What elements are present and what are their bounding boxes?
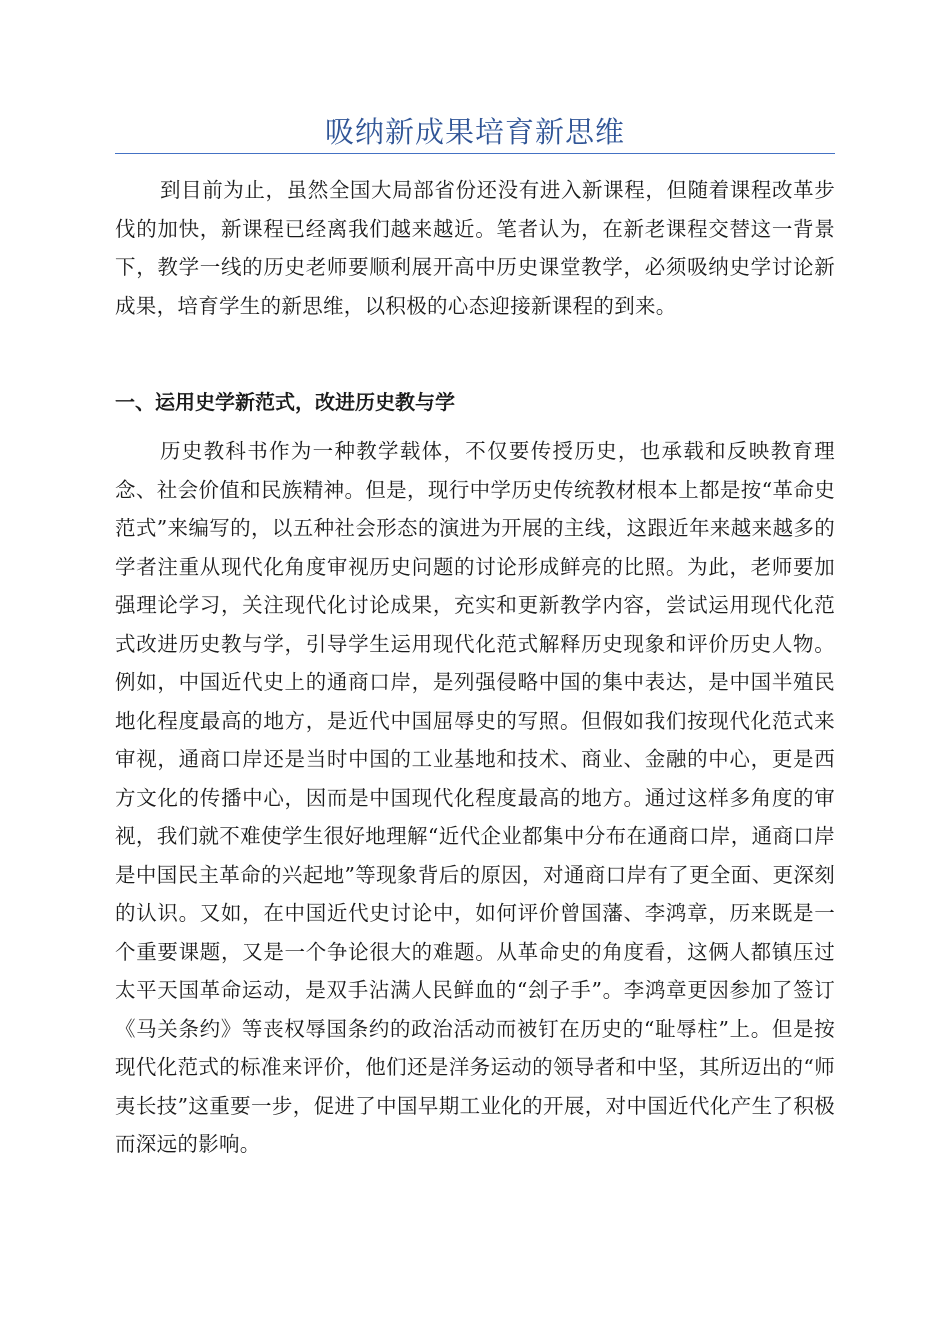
title-underline (115, 153, 835, 154)
section-paragraph: 历史教科书作为一种教学载体，不仅要传授历史，也承载和反映教育理念、社会价值和民族精神。但是，现行中学历史传统教材根本上都是按“革命史范式”来编写的，以五种社会形态的演进为开展的主线，这跟近年来越来越多的学者注重从现代化角度审视历史问题的讨论形成鲜亮的比照。为此，老师要加强理论学习，关注现代化讨论成果，充实和更新教学内容，尝试运用现代化范式改进历史教与学，引导学生运用现代化范式解释历史现象和评价历史人物。例如，中国近代史上的通商口岸，是列强侵略中国的集中表达，是中国半殖民地化程度最高的地方，是近代中国屈辱史的写照。但假如我们按现代化范式来审视，通商口岸还是当时中国的工业基地和技术、商业、金融的中心，更是西方文化的传播中心，因而是中国现代化程度最高的地方。通过这样多角度的审视，我们就不难使学生很好地理解“近代企业都集中分布在通商口岸，通商口岸是中国民主革命的兴起地”等现象背后的原因，对通商口岸有了更全面、更深刻的认识。又如，在中国近代史讨论中，如何评价曾国藩、李鸿章，历来既是一个重要课题，又是一个争论很大的难题。从革命史的角度看，这俩人都镇压过太平天国革命运动，是双手沾满人民鲜血的“刽子手”。李鸿章更因参加了签订《马关条约》等丧权辱国条约的政治活动而被钉在历史的“耻辱柱”上。但是按现代化范式的标准来评价，他们还是洋务运动的领导者和中坚，其所迈出的“师夷长技”这重要一步，促进了中国早期工业化的开展，对中国近代化产生了积极而深远的影响。 (115, 439, 835, 1156)
section-heading: 一、运用史学新范式，改进历史教与学 (115, 390, 455, 414)
intro-paragraph: 到目前为止，虽然全国大局部省份还没有进入新课程，但随着课程改革步伐的加快，新课程已经离我们越来越近。笔者认为，在新老课程交替这一背景下，教学一线的历史老师要顺利展开高中历史课堂教学，必须吸纳史学讨论新成果，培育学生的新思维，以积极的心态迎接新课程的到来。 (115, 178, 835, 318)
document-title: 吸纳新成果培育新思维 (324, 115, 625, 149)
